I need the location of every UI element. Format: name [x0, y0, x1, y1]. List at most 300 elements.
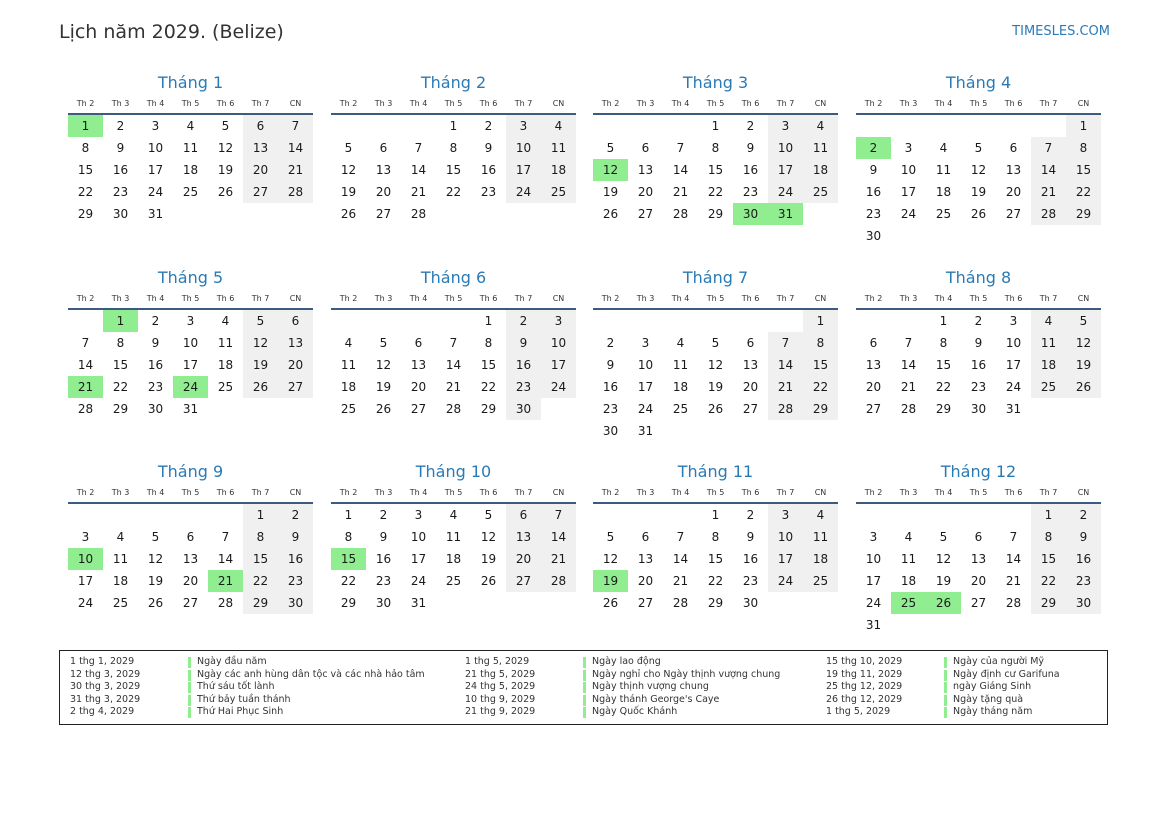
- day-cell: 11: [803, 137, 838, 159]
- day-cell: 18: [182, 163, 199, 177]
- month-title: Tháng 11: [677, 462, 754, 481]
- day-cell: 12: [147, 552, 164, 566]
- weekday-header: [68, 95, 313, 115]
- day-cell: 30: [375, 596, 392, 610]
- day-cell: 30: [865, 229, 882, 243]
- day-cell: 23: [480, 185, 497, 199]
- legend-row: [60, 669, 425, 682]
- day-cell: 12: [243, 332, 278, 354]
- day-cell: 17: [1005, 358, 1022, 372]
- weekday-header: [593, 290, 838, 310]
- day-grid: [68, 504, 313, 614]
- weekday-label: Th 3: [374, 488, 393, 497]
- day-cell: 29: [340, 596, 357, 610]
- weekday-label: Th 5: [444, 488, 463, 497]
- weekday-label: Th 7: [251, 488, 270, 497]
- day-cell: 5: [243, 310, 278, 332]
- day-cell: 12: [217, 141, 234, 155]
- empty-cell: [891, 504, 926, 526]
- legend-holiday-name: Ngày thánh George's Caye: [592, 693, 720, 705]
- day-cell: 12: [602, 552, 619, 566]
- day-cell: 17: [768, 548, 803, 570]
- day-grid: [856, 504, 1101, 636]
- day-cell: 21: [672, 185, 689, 199]
- day-grid: [68, 115, 313, 225]
- weekday-label: Th 4: [146, 294, 165, 303]
- day-cell: 29: [707, 207, 724, 221]
- day-cell: 31: [182, 402, 199, 416]
- day-cell: 14: [445, 358, 462, 372]
- empty-cell: [926, 504, 961, 526]
- day-cell: 7: [414, 141, 423, 155]
- day-cell: 29: [803, 398, 838, 420]
- day-cell: 27: [1005, 207, 1022, 221]
- weekday-label: Th 4: [409, 99, 428, 108]
- day-cell: 1: [344, 508, 353, 522]
- empty-cell: [68, 504, 103, 526]
- day-cell: 27: [637, 596, 654, 610]
- day-cell: 3: [869, 530, 878, 544]
- day-cell: 4: [676, 336, 685, 350]
- day-cell: 27: [375, 207, 392, 221]
- month-3: [593, 73, 838, 225]
- holiday-day-cell: 26: [926, 592, 961, 614]
- empty-cell: [628, 115, 663, 137]
- day-cell: 3: [768, 115, 803, 137]
- day-cell: 7: [81, 336, 90, 350]
- weekday-label: Th 4: [671, 294, 690, 303]
- day-cell: 26: [707, 402, 724, 416]
- day-cell: 30: [112, 207, 129, 221]
- day-cell: 22: [340, 574, 357, 588]
- day-cell: 9: [746, 530, 755, 544]
- legend-color-marker: [944, 707, 947, 718]
- weekday-label: Th 5: [706, 488, 725, 497]
- weekday-label: Th 2: [76, 488, 95, 497]
- day-cell: 21: [541, 548, 576, 570]
- day-grid: [856, 310, 1101, 420]
- weekday-label: Th 4: [671, 99, 690, 108]
- month-title: Tháng 10: [415, 462, 492, 481]
- day-cell: 26: [375, 402, 392, 416]
- day-cell: 9: [484, 141, 493, 155]
- month-title: Tháng 7: [682, 268, 749, 287]
- day-cell: 22: [803, 376, 838, 398]
- weekday-label: Th 7: [251, 294, 270, 303]
- day-cell: 15: [77, 163, 94, 177]
- day-cell: 21: [672, 574, 689, 588]
- day-cell: 18: [445, 552, 462, 566]
- weekday-header: [593, 484, 838, 504]
- day-cell: 23: [112, 185, 129, 199]
- day-cell: 18: [112, 574, 129, 588]
- day-cell: 27: [182, 596, 199, 610]
- day-cell: 12: [480, 530, 497, 544]
- day-cell: 15: [803, 354, 838, 376]
- day-cell: 24: [865, 596, 882, 610]
- day-cell: 17: [506, 159, 541, 181]
- day-cell: 28: [77, 402, 94, 416]
- day-cell: 13: [375, 163, 392, 177]
- day-cell: 8: [344, 530, 353, 544]
- day-cell: 19: [935, 574, 952, 588]
- day-cell: 7: [676, 530, 685, 544]
- day-cell: 30: [278, 592, 313, 614]
- empty-cell: [891, 115, 926, 137]
- weekday-label: Th 3: [899, 488, 918, 497]
- day-cell: 29: [935, 402, 952, 416]
- day-cell: 3: [81, 530, 90, 544]
- day-cell: 28: [1031, 203, 1066, 225]
- weekday-label: Th 3: [111, 99, 130, 108]
- day-cell: 5: [1066, 310, 1101, 332]
- weekday-label: Th 7: [514, 488, 533, 497]
- day-cell: 15: [1031, 548, 1066, 570]
- day-cell: 7: [449, 336, 458, 350]
- day-cell: 3: [904, 141, 913, 155]
- holiday-day-cell: 1: [103, 310, 138, 332]
- weekday-label: Th 7: [1039, 294, 1058, 303]
- weekday-label: Th 3: [899, 99, 918, 108]
- weekday-label: Th 5: [969, 99, 988, 108]
- weekday-label: CN: [1077, 488, 1090, 497]
- day-cell: 20: [970, 574, 987, 588]
- day-cell: 28: [217, 596, 234, 610]
- weekday-label: Th 2: [339, 488, 358, 497]
- holiday-day-cell: 31: [768, 203, 803, 225]
- month-12: [856, 462, 1101, 636]
- legend-holiday-name: Thứ bảy tuần thánh: [197, 693, 291, 705]
- day-cell: 11: [1031, 332, 1066, 354]
- empty-cell: [996, 504, 1031, 526]
- day-cell: 22: [77, 185, 94, 199]
- weekday-label: Th 4: [409, 488, 428, 497]
- day-cell: 18: [541, 159, 576, 181]
- weekday-label: Th 3: [374, 294, 393, 303]
- weekday-label: CN: [552, 294, 565, 303]
- day-cell: 11: [803, 526, 838, 548]
- day-cell: 6: [974, 530, 983, 544]
- day-cell: 8: [1031, 526, 1066, 548]
- weekday-label: Th 4: [934, 488, 953, 497]
- holiday-day-cell: 2: [856, 137, 891, 159]
- day-cell: 22: [112, 380, 129, 394]
- day-cell: 13: [410, 358, 427, 372]
- weekday-label: Th 2: [601, 99, 620, 108]
- day-cell: 6: [379, 141, 388, 155]
- day-cell: 2: [746, 119, 755, 133]
- day-cell: 4: [116, 530, 125, 544]
- weekday-label: Th 3: [899, 294, 918, 303]
- legend-column: [455, 656, 780, 719]
- day-grid: [331, 310, 576, 420]
- legend-holiday-name: Ngày định cư Garifuna: [953, 668, 1060, 680]
- day-cell: 5: [711, 336, 720, 350]
- day-cell: 25: [935, 207, 952, 221]
- day-cell: 27: [278, 376, 313, 398]
- day-cell: 16: [742, 552, 759, 566]
- day-cell: 4: [344, 336, 353, 350]
- day-cell: 8: [1066, 137, 1101, 159]
- day-cell: 20: [375, 185, 392, 199]
- day-cell: 16: [112, 163, 129, 177]
- weekday-label: Th 7: [776, 294, 795, 303]
- day-grid: [68, 310, 313, 420]
- month-title: Tháng 8: [945, 268, 1012, 287]
- day-cell: 8: [449, 141, 458, 155]
- day-cell: 16: [147, 358, 164, 372]
- legend-date: 26 thg 12, 2029: [826, 693, 903, 705]
- month-5: [68, 268, 313, 420]
- day-cell: 16: [970, 358, 987, 372]
- day-cell: 11: [112, 552, 129, 566]
- day-cell: 1: [711, 119, 720, 133]
- weekday-label: Th 7: [776, 488, 795, 497]
- day-cell: 3: [1009, 314, 1018, 328]
- month-title: Tháng 12: [940, 462, 1017, 481]
- legend-row: [60, 656, 425, 669]
- day-cell: 6: [641, 530, 650, 544]
- legend-row: [816, 694, 1060, 707]
- weekday-label: CN: [814, 294, 827, 303]
- legend-date: 1 thg 1, 2029: [70, 656, 135, 667]
- day-cell: 2: [278, 504, 313, 526]
- empty-cell: [961, 504, 996, 526]
- day-cell: 20: [278, 354, 313, 376]
- day-cell: 6: [746, 336, 755, 350]
- weekday-header: [856, 95, 1101, 115]
- weekday-label: Th 2: [864, 99, 883, 108]
- day-cell: 9: [278, 526, 313, 548]
- day-cell: 12: [970, 163, 987, 177]
- day-cell: 1: [803, 310, 838, 332]
- day-cell: 1: [484, 314, 493, 328]
- day-cell: 10: [147, 141, 164, 155]
- day-cell: 19: [602, 185, 619, 199]
- day-grid: [856, 115, 1101, 247]
- day-cell: 23: [742, 574, 759, 588]
- empty-cell: [856, 504, 891, 526]
- day-cell: 10: [768, 526, 803, 548]
- day-cell: 4: [904, 530, 913, 544]
- weekday-header: [68, 484, 313, 504]
- day-cell: 28: [541, 570, 576, 592]
- day-cell: 31: [1005, 402, 1022, 416]
- weekday-label: Th 4: [146, 488, 165, 497]
- day-cell: 8: [803, 332, 838, 354]
- site-link[interactable]: TIMESLES.COM: [1012, 24, 1110, 39]
- day-cell: 4: [803, 115, 838, 137]
- day-cell: 15: [935, 358, 952, 372]
- day-cell: 1: [1031, 504, 1066, 526]
- empty-cell: [138, 504, 173, 526]
- legend-date: 2 thg 4, 2029: [70, 706, 135, 718]
- day-cell: 15: [707, 552, 724, 566]
- weekday-label: Th 6: [216, 99, 235, 108]
- weekday-label: CN: [1077, 99, 1090, 108]
- weekday-label: Th 4: [934, 99, 953, 108]
- day-cell: 4: [1031, 310, 1066, 332]
- day-cell: 29: [1066, 203, 1101, 225]
- day-cell: 2: [1066, 504, 1101, 526]
- holiday-day-cell: 12: [593, 159, 628, 181]
- day-cell: 22: [1066, 181, 1101, 203]
- empty-cell: [996, 115, 1031, 137]
- day-cell: 23: [278, 570, 313, 592]
- day-cell: 18: [803, 548, 838, 570]
- day-cell: 2: [974, 314, 983, 328]
- legend-color-marker: [188, 657, 191, 668]
- weekday-label: CN: [289, 99, 302, 108]
- day-cell: 3: [768, 504, 803, 526]
- weekday-label: Th 6: [1004, 99, 1023, 108]
- day-cell: 23: [970, 380, 987, 394]
- legend-color-marker: [944, 657, 947, 668]
- legend-date: 12 thg 3, 2029: [70, 668, 141, 680]
- day-cell: 25: [672, 402, 689, 416]
- day-cell: 24: [637, 402, 654, 416]
- holiday-legend: [59, 650, 1108, 725]
- weekday-label: Th 2: [339, 294, 358, 303]
- weekday-label: CN: [814, 99, 827, 108]
- day-cell: 9: [746, 141, 755, 155]
- day-cell: 24: [900, 207, 917, 221]
- weekday-label: Th 6: [479, 294, 498, 303]
- day-cell: 22: [480, 380, 497, 394]
- day-cell: 6: [641, 141, 650, 155]
- day-cell: 5: [484, 508, 493, 522]
- day-cell: 11: [900, 552, 917, 566]
- day-cell: 25: [340, 402, 357, 416]
- day-cell: 9: [1066, 526, 1101, 548]
- legend-holiday-name: Thứ Hai Phục Sinh: [197, 706, 284, 718]
- weekday-label: Th 5: [969, 294, 988, 303]
- day-cell: 5: [974, 141, 983, 155]
- day-cell: 28: [672, 207, 689, 221]
- day-cell: 9: [606, 358, 615, 372]
- day-cell: 28: [410, 207, 427, 221]
- day-cell: 7: [221, 530, 230, 544]
- day-cell: 19: [147, 574, 164, 588]
- day-cell: 10: [900, 163, 917, 177]
- day-cell: 11: [541, 137, 576, 159]
- day-cell: 15: [707, 163, 724, 177]
- day-cell: 5: [606, 530, 615, 544]
- day-cell: 20: [506, 548, 541, 570]
- day-cell: 20: [182, 574, 199, 588]
- day-cell: 21: [445, 380, 462, 394]
- weekday-header: [331, 95, 576, 115]
- day-cell: 17: [865, 574, 882, 588]
- weekday-label: Th 3: [111, 488, 130, 497]
- day-cell: 20: [637, 574, 654, 588]
- day-cell: 15: [1066, 159, 1101, 181]
- weekday-label: Th 2: [339, 99, 358, 108]
- day-cell: 19: [970, 185, 987, 199]
- day-cell: 15: [243, 548, 278, 570]
- weekday-label: Th 7: [1039, 488, 1058, 497]
- legend-holiday-name: Thứ sáu tốt lành: [197, 681, 275, 693]
- day-cell: 20: [410, 380, 427, 394]
- legend-date: 30 thg 3, 2029: [70, 681, 141, 693]
- day-cell: 5: [221, 119, 230, 133]
- day-cell: 4: [803, 504, 838, 526]
- legend-row: [455, 694, 780, 707]
- weekday-label: Th 4: [671, 488, 690, 497]
- day-cell: 12: [340, 163, 357, 177]
- day-cell: 12: [935, 552, 952, 566]
- month-6: [331, 268, 576, 420]
- empty-cell: [1031, 115, 1066, 137]
- legend-date: 21 thg 5, 2029: [465, 668, 536, 680]
- legend-row: [455, 681, 780, 694]
- day-cell: 26: [480, 574, 497, 588]
- holiday-day-cell: 24: [173, 376, 208, 398]
- day-cell: 22: [707, 185, 724, 199]
- weekday-label: Th 5: [969, 488, 988, 497]
- day-cell: 8: [116, 336, 125, 350]
- day-cell: 25: [803, 181, 838, 203]
- day-cell: 17: [768, 159, 803, 181]
- day-cell: 18: [803, 159, 838, 181]
- day-cell: 17: [541, 354, 576, 376]
- day-cell: 31: [637, 424, 654, 438]
- day-cell: 28: [445, 402, 462, 416]
- weekday-label: Th 6: [741, 99, 760, 108]
- month-1: [68, 73, 313, 225]
- day-cell: 16: [1066, 548, 1101, 570]
- day-cell: 9: [974, 336, 983, 350]
- empty-cell: [401, 310, 436, 332]
- day-grid: [593, 504, 838, 614]
- day-cell: 16: [278, 548, 313, 570]
- day-cell: 3: [414, 508, 423, 522]
- day-cell: 15: [112, 358, 129, 372]
- day-cell: 29: [1031, 592, 1066, 614]
- day-cell: 14: [541, 526, 576, 548]
- day-cell: 6: [243, 115, 278, 137]
- day-cell: 9: [379, 530, 388, 544]
- weekday-label: Th 2: [601, 294, 620, 303]
- month-7: [593, 268, 838, 442]
- legend-date: 31 thg 3, 2029: [70, 693, 141, 705]
- day-cell: 5: [344, 141, 353, 155]
- empty-cell: [68, 310, 103, 332]
- day-cell: 28: [278, 181, 313, 203]
- legend-row: [455, 669, 780, 682]
- page-title: Lịch năm 2029. (Belize): [59, 21, 284, 43]
- day-cell: 10: [182, 336, 199, 350]
- day-cell: 14: [768, 354, 803, 376]
- day-cell: 30: [1066, 592, 1101, 614]
- empty-cell: [891, 310, 926, 332]
- day-cell: 12: [1066, 332, 1101, 354]
- legend-color-marker: [188, 707, 191, 718]
- empty-cell: [173, 504, 208, 526]
- day-cell: 21: [278, 159, 313, 181]
- day-cell: 10: [541, 332, 576, 354]
- day-cell: 30: [970, 402, 987, 416]
- empty-cell: [366, 310, 401, 332]
- weekday-label: Th 7: [251, 99, 270, 108]
- day-cell: 9: [506, 332, 541, 354]
- weekday-label: Th 4: [934, 294, 953, 303]
- empty-cell: [331, 115, 366, 137]
- day-cell: 29: [112, 402, 129, 416]
- day-cell: 16: [602, 380, 619, 394]
- day-cell: 5: [151, 530, 160, 544]
- day-cell: 26: [602, 596, 619, 610]
